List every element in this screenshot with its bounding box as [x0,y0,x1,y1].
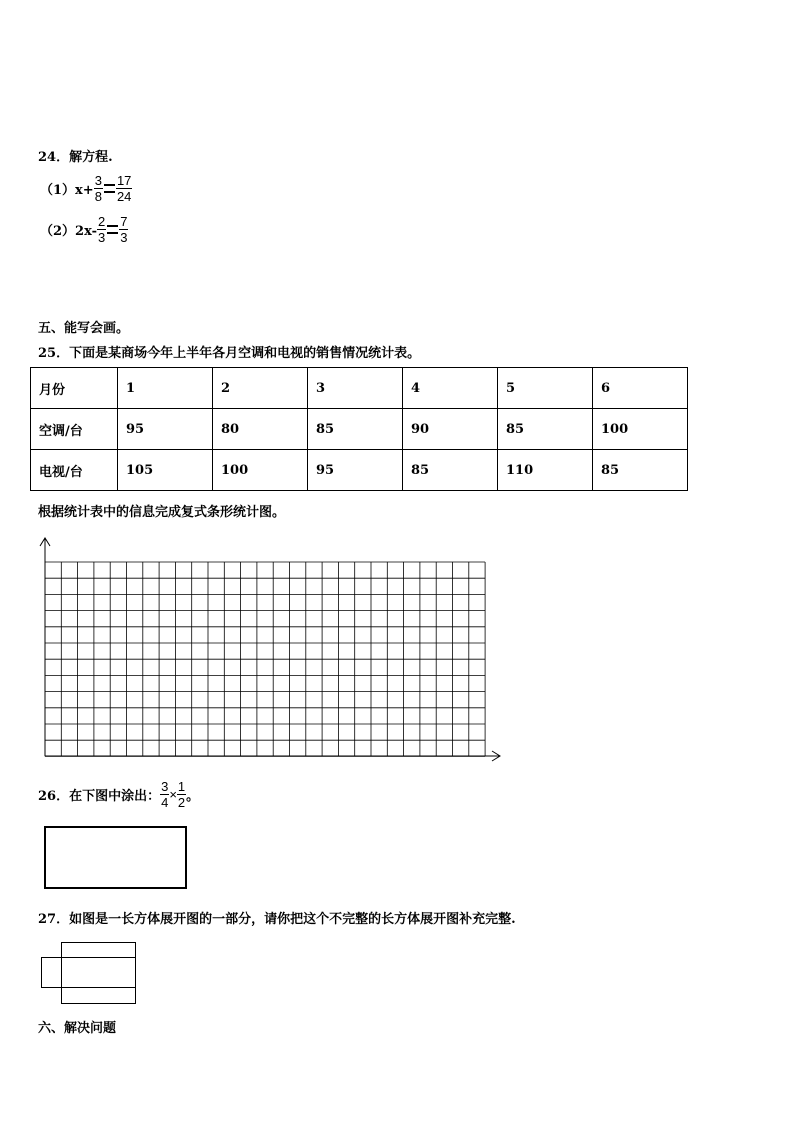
table-cell: 110 [498,450,593,491]
net-side-face [41,957,62,988]
equals-sign [104,184,115,193]
q26-fraction-a: $\frac{3}{4}$ [161,779,169,810]
table-cell: 85 [308,409,403,450]
table-cell: 105 [118,450,213,491]
table-cell: 5 [498,368,593,409]
q26-fraction-b: $\frac{1}{2}$ [177,779,186,810]
table-cell: 2 [213,368,308,409]
table-cell: 85 [498,409,593,450]
section-6-heading: 六、解决问题 [38,1021,117,1036]
q24-equation-2 [40,214,128,245]
equals-sign [107,225,118,234]
table-cell: 100 [593,409,688,450]
q24-equation-1 [40,173,132,204]
eq1-fraction-b: $\frac{17}{24}$ [116,173,132,204]
eq1-fraction-a: $\frac{3}{8}$ [94,173,102,204]
eq1-label: （1）x+ [40,183,94,198]
table-cell: 空调/台 [31,409,118,450]
section-5-heading: 五、能写会画。 [38,321,130,336]
table-cell: 1 [118,368,213,409]
table-cell: 95 [308,450,403,491]
q25-title: 25．下面是某商场今年上半年各月空调和电视的销售情况统计表。 [38,346,421,361]
table-cell: 月份 [31,368,118,409]
q25-instruction: 根据统计表中的信息完成复式条形统计图。 [38,505,286,520]
table-row [31,450,688,491]
table-cell: 90 [403,409,498,450]
eq2-fraction-b: $\frac{7}{3}$ [120,214,128,245]
table-cell: 100 [213,450,308,491]
q27-text: 27．如图是一长方体展开图的一部分，请你把这个不完整的长方体展开图补充完整. [38,912,516,927]
table-row [31,409,688,450]
times-sign: × [169,787,177,802]
shading-rectangle [44,826,187,889]
q24-title: 24．解方程. [38,150,113,165]
table-cell: 85 [593,450,688,491]
table-cell: 95 [118,409,213,450]
q26-end: 。 [186,789,200,804]
blank-chart-grid [34,533,506,769]
table-cell: 80 [213,409,308,450]
table-cell: 4 [403,368,498,409]
eq2-fraction-a: $\frac{2}{3}$ [98,214,106,245]
q26-prompt [38,779,199,810]
table-cell: 85 [403,450,498,491]
table-cell: 电视/台 [31,450,118,491]
q26-text: 26．在下图中涂出： [38,789,161,804]
eq2-label: （2）2x- [40,224,98,239]
table-cell: 6 [593,368,688,409]
table-cell: 3 [308,368,403,409]
sales-table [30,367,688,491]
table-header-row [31,368,688,409]
net-middle-face [61,957,136,988]
